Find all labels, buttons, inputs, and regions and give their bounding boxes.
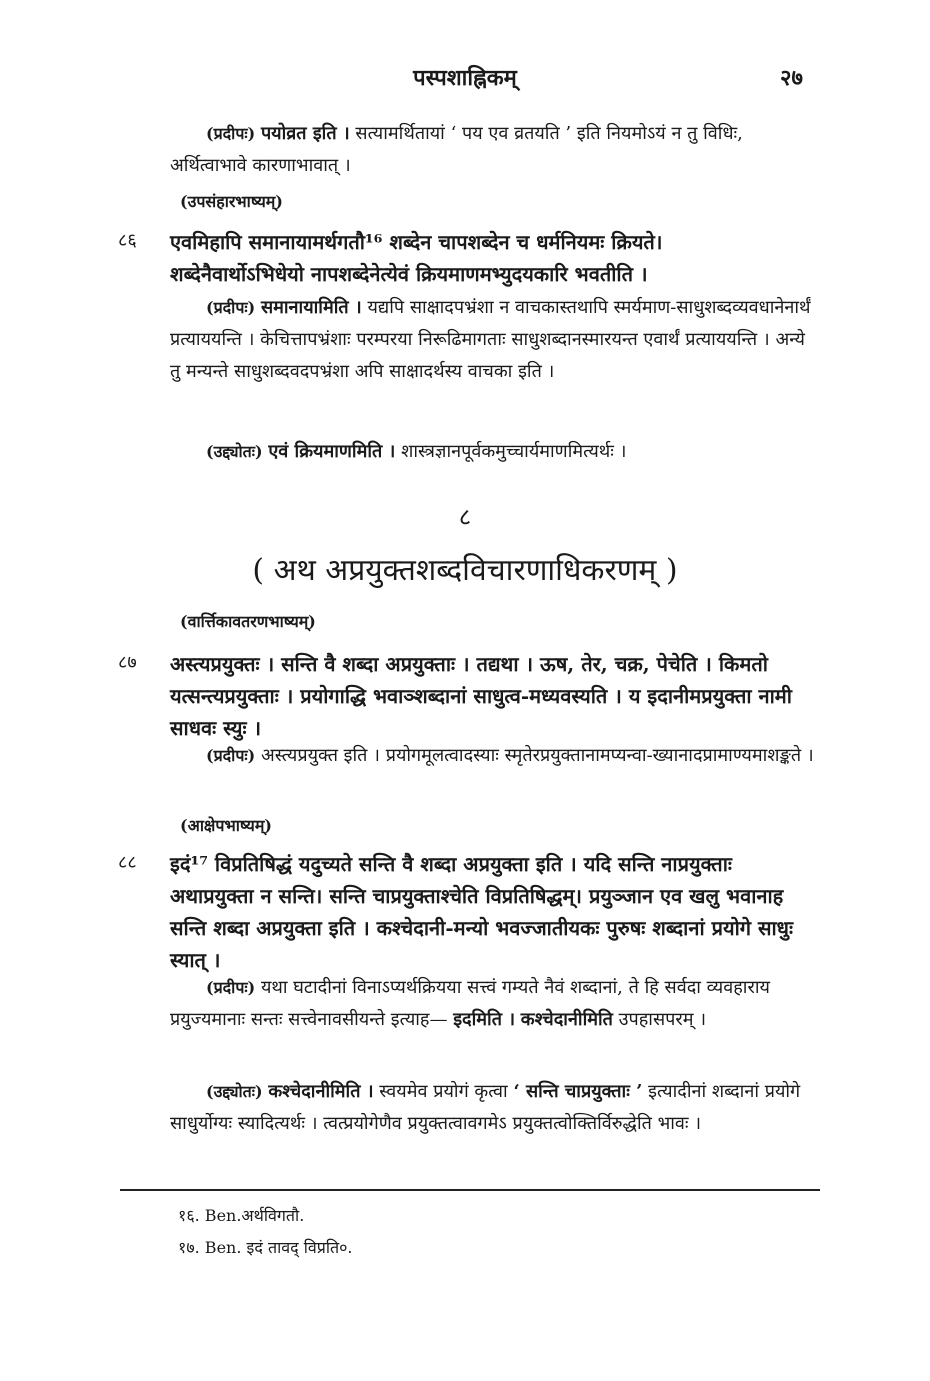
comment-text: अस्त्यप्रयुक्त इति । प्रयोगमूलत्वादस्याः स्मृतेरप्रयुक्तानामप्यन्वा-ख्यानादप्रामाण्यमाशङ्कते । <box>260 745 814 766</box>
comment-label: (प्रदीपः) <box>206 124 256 143</box>
bhashya-line: एवमिहापि समानायामर्थगतौ¹⁶ शब्देन चापशब्देन च धर्मनियमः क्रियते। <box>170 230 663 254</box>
section-title: ( अथ अप्रयुक्तशब्दविचारणाधिकरणम् ) <box>252 553 678 588</box>
section-number: ८ <box>458 503 472 531</box>
uddyota-comment-2 <box>170 1076 820 1140</box>
bhashya-line: शब्देनैवार्थोऽभिधेयो नापशब्देनेत्येवं क्रियमाणमभ्युदयकारि भवतीति । <box>170 262 648 286</box>
comment-text: सत्यामर्थितायां ‘ पय एव व्रतयति ’ इति नियमोऽयं न तु विधिः, अर्थित्वाभावे कारणाभावात् । <box>170 123 743 176</box>
footnote-16: १६. Ben.अर्थविगतौ. <box>178 1206 305 1225</box>
comment-lemma: पयोव्रत इति । <box>260 123 350 144</box>
comment-lemma: कश्चेदानीमिति <box>520 1009 613 1030</box>
pradipa-comment-4 <box>170 972 820 1036</box>
pradipa-comment-1 <box>170 118 820 182</box>
comment-text: यद्यपि साक्षादपभ्रंशा न वाचकास्तथापि स्मर्यमाण-साधुशब्दव्यवधानेनार्थं प्रत्याययन्ति । केचित्तापभ्रंशाः परम्परया निरूढिमागताः साधुशब्दानस्मारयन्त एवार्थं प्रत्याययन्ति । अन्ये तु मन्यन्ते साधुशब्दवदपभ्रंशा अपि साक्षादर्थस्य वाचका इति । <box>170 297 811 382</box>
pradipa-comment-2 <box>170 292 820 388</box>
pradipa-comment-3 <box>170 740 820 772</box>
bhashya-88: इदं¹⁷ विप्रतिषिद्धं यदुच्यते सन्ति वै शब्दा अप्रयुक्ता इति । यदि सन्ति नाप्रयुक्ताः अथाप्रयुक्ता न सन्ति। सन्ति चाप्रयुक्ताश्चेति विप्रतिषिद्धम्। प्रयुञ्जान एव खलु भवानाह सन्ति शब्दा अप्रयुक्ता इति । कश्चेदानी-मन्यो भवज्जातीयकः पुरुषः शब्दानां प्रयोगे साधुः स्यात् । <box>170 852 794 972</box>
footnote-17: १७. Ben. इदं तावद् विप्रति०. <box>178 1238 353 1257</box>
section-tag-varttika: (वार्त्तिकावतरणभाष्यम्) <box>180 612 316 631</box>
sutra-number-86: ८६ <box>118 230 137 251</box>
bhashya-86 <box>170 226 822 290</box>
comment-lemma: एवं क्रियमाणमिति । <box>268 441 396 462</box>
comment-text: स्वयमेव प्रयोगं कृत्वा <box>379 1081 508 1102</box>
running-header-title: पस्पशाह्निकम् <box>413 65 517 91</box>
comment-label: (उद्द्योतः) <box>206 1082 263 1101</box>
section-tag-akshepa: (आक्षेपभाष्यम्) <box>180 816 272 835</box>
comment-label: (प्रदीपः) <box>206 298 256 317</box>
sutra-number-87: ८७ <box>118 652 137 673</box>
comment-label: (उद्द्योतः) <box>206 442 263 461</box>
sutra-number-88: ८८ <box>118 852 137 873</box>
comment-text: इत्यादीनां शब्दानां प्रयोगे साधुर्योग्यः स्यादित्यर्थः । त्वत्प्रयोगेणैव प्रयुक्तत्वावगमेऽ प्रयुक्तत्वोक्तिर्विरुद्धेति भावः । <box>170 1081 801 1134</box>
page-number: २७ <box>780 65 803 91</box>
comment-text: उपहासपरम् । <box>618 1009 707 1030</box>
comment-text: यथा घटादीनां विनाऽप्यर्थक्रियया सत्त्वं गम्यते नैवं शब्दानां, ते हि सर्वदा व्यवहाराय प्रयुज्यमानाः सन्तः सत्त्वेनावसीयन्ते इत्याह— <box>170 977 770 1030</box>
footnote-divider <box>120 1189 820 1191</box>
comment-label: (प्रदीपः) <box>206 746 256 765</box>
uddyota-comment-1 <box>170 436 820 468</box>
comment-label: (प्रदीपः) <box>206 978 256 997</box>
comment-text: शास्त्रज्ञानपूर्वकमुच्चार्यमाणमित्यर्थः । <box>401 441 627 462</box>
comment-lemma: समानायामिति । <box>260 297 362 318</box>
bhashya-87: अस्त्यप्रयुक्तः । सन्ति वै शब्दा अप्रयुक्ताः । तद्यथा । ऊष, तेर, चक्र, पेचेति । किमतो यत्सन्त्यप्रयुक्ताः । प्रयोगाद्धि भवाञ्शब्दानां साधुत्व-मध्यवस्यति । य इदानीमप्रयुक्ता नामी साधवः स्युः । <box>170 652 792 740</box>
section-tag-upasamhara: (उपसंहारभाष्यम्) <box>180 192 283 211</box>
comment-lemma: इदमिति । <box>453 1009 516 1030</box>
comment-quote: ‘ सन्ति चाप्रयुक्ताः ’ <box>513 1081 643 1102</box>
comment-lemma: कश्चेदानीमिति । <box>268 1081 374 1102</box>
